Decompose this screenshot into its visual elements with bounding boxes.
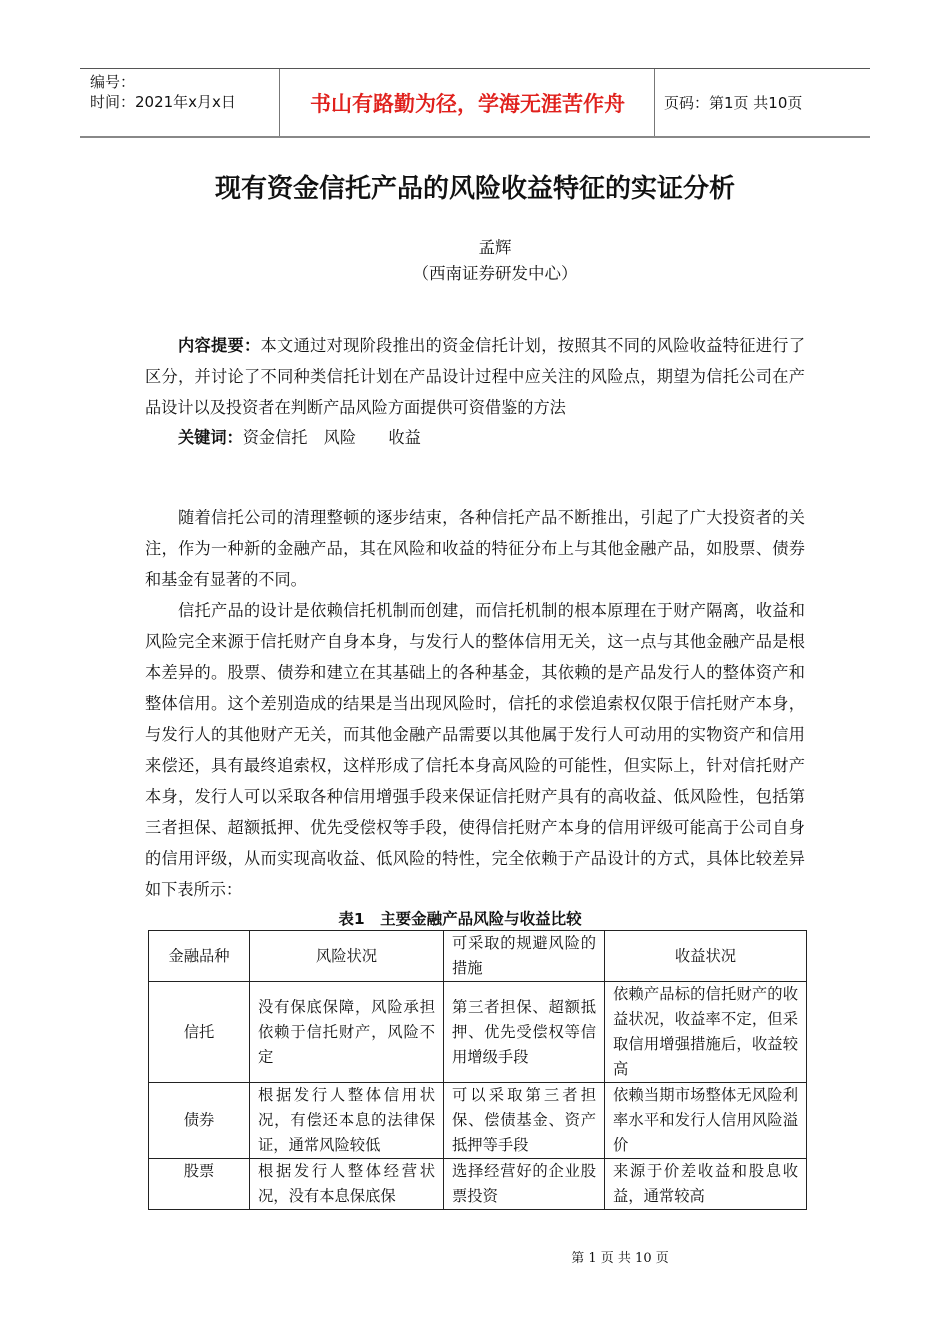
table-cell: 根据发行人整体信用状况，有偿还本息的法律保证，通常风险较低 xyxy=(250,1083,444,1159)
header-meta xyxy=(80,69,280,136)
table-cell: 债券 xyxy=(149,1083,250,1159)
keywords-label: 关键词： xyxy=(178,428,243,447)
time-label: 时间：2021年x月x日 xyxy=(90,93,236,111)
header-cell: 收益状况 xyxy=(605,931,807,982)
table-row xyxy=(149,1083,807,1159)
table-cell: 依赖当期市场整体无风险利率水平和发行人信用风险溢价 xyxy=(605,1083,807,1159)
table-cell: 来源于价差收益和股息收益，通常较高 xyxy=(605,1159,807,1210)
table-cell: 信托 xyxy=(149,982,250,1083)
abstract xyxy=(145,330,805,423)
affiliation: （西南证券研发中心） xyxy=(412,264,578,283)
table-cell: 股票 xyxy=(149,1159,250,1210)
body-paragraph: 信托产品的设计是依赖信托机制而创建，而信托机制的根本原理在于财产隔离，收益和风险完全来源于信托财产自身本身，与发行人的整体信用无关，这一点与其他金融产品是根本差异的。股票、债券和建立在其基础上的各种基金，其依赖的是产品发行人的整体资产和整体信用。这个差别造成的结果是当出现风险时，信托的求偿追索权仅限于信托财产本身，与发行人的其他财产无关，而其他金融产品需要以其他属于发行人可动用的实物资产和信用来偿还，具有最终追索权，这样形成了信托本身高风险的可能性，但实际上，针对信托财产本身，发行人可以采取各种信用增强手段来保证信托财产具有的高收益、低风险性，包括第三者担保、超额抵押、优先受偿权等手段，使得信托财产本身的信用评级可能高于公司自身的信用评级，从而实现高收益、低风险的特性，完全依赖于产品设计的方式，具体比较差异如下表所示： xyxy=(145,601,805,899)
table-cell: 第三者担保、超额抵押、优先受偿权等信用增级手段 xyxy=(444,982,605,1083)
keywords-text: 资金信托 风险 收益 xyxy=(242,428,421,447)
header-cell: 风险状况 xyxy=(250,931,444,982)
abstract-text: 本文通过对现阶段推出的资金信托计划，按照其不同的风险收益特征进行了区分，并讨论了不同种类信托计划在产品设计过程中应关注的风险点，期望为信托公司在产品设计以及投资者在判断产品风险方面提供可资借鉴的方法 xyxy=(145,336,806,417)
body-paragraph: 随着信托公司的清理整顿的逐步结束，各种信托产品不断推出，引起了广大投资者的关注，作为一种新的金融产品，其在风险和收益的特征分布上与其他金融产品，如股票、债券和基金有显著的不同。 xyxy=(145,508,805,589)
table-caption: 表1 主要金融产品风险与收益比较 xyxy=(338,910,582,928)
comparison-table xyxy=(148,930,807,1210)
table-row xyxy=(149,982,807,1083)
table-cell: 选择经营好的企业股票投资 xyxy=(444,1159,605,1210)
page-footer: 第 1 页 共 10 页 xyxy=(571,1251,669,1266)
table-cell: 依赖产品标的信托财产的收益状况，收益率不定，但采取信用增强措施后，收益较高 xyxy=(605,982,807,1083)
table-cell: 根据发行人整体经营状况，没有本息保底保 xyxy=(250,1159,444,1210)
abstract-label: 内容提要： xyxy=(178,336,261,355)
header-page-number: 页码：第1页 共10页 xyxy=(664,94,803,112)
keywords xyxy=(145,422,805,453)
table-cell: 没有保底保障，风险承担依赖于信托财产，风险不定 xyxy=(250,982,444,1083)
header-cell: 金融品种 xyxy=(149,931,250,982)
table-row xyxy=(149,1159,807,1210)
author: 孟辉 xyxy=(478,238,512,257)
header-cell: 可采取的规避风险的措施 xyxy=(444,931,605,982)
table-header-row xyxy=(149,931,807,982)
number-label: 编号： xyxy=(90,73,136,91)
header-motto: 书山有路勤为径，学海无涯苦作舟 xyxy=(281,69,655,136)
page-header xyxy=(80,68,870,138)
document-title: 现有资金信托产品的风险收益特征的实证分析 xyxy=(214,174,735,204)
table-cell: 可以采取第三者担保、偿债基金、资产抵押等手段 xyxy=(444,1083,605,1159)
